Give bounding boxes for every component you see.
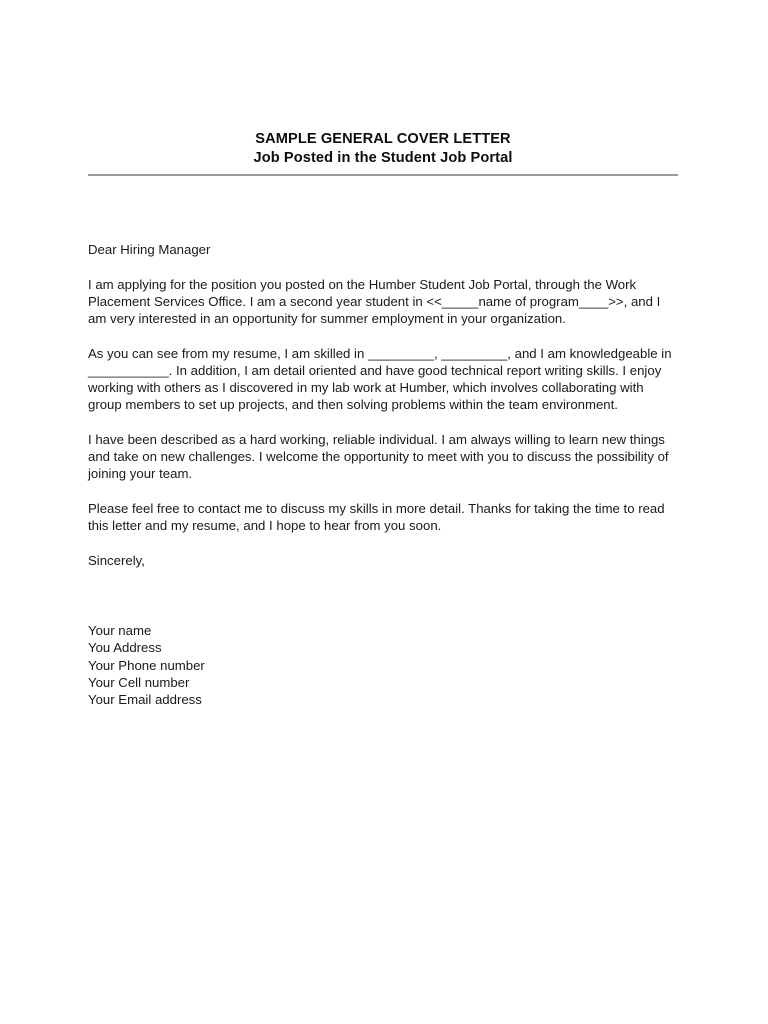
letter-body	[88, 241, 678, 569]
body-paragraph-3: I have been described as a hard working, reliable individual. I am always willing to learn new things and take on new challenges. I welcome the opportunity to meet with you to discuss the possibility of joining your team.	[88, 432, 669, 481]
heading-title-line-1: SAMPLE GENERAL COVER LETTER	[255, 131, 511, 147]
signature-line: Your Phone number	[88, 657, 205, 673]
signature-line: You Address	[88, 640, 162, 656]
signature-block	[88, 622, 488, 708]
letter-heading	[88, 130, 678, 168]
heading-divider-rule	[88, 174, 678, 176]
signature-line: Your Email address	[88, 692, 202, 708]
heading-title-line-2: Job Posted in the Student Job Portal	[253, 150, 513, 166]
signature-line: Your Cell number	[88, 674, 190, 690]
signature-line: Your name	[88, 623, 152, 638]
body-paragraph-1: I am applying for the position you posted on the Humber Student Job Portal, through the Work Placement Services Office. I am a second year student in <<_____name of program____>>, and I am very interested in an opportunity for summer employment in your organization.	[88, 277, 661, 326]
salutation: Dear Hiring Manager	[88, 242, 211, 257]
closing-salutation: Sincerely,	[88, 553, 145, 568]
body-paragraph-4: Please feel free to contact me to discuss my skills in more detail. Thanks for taking the time to read this letter and my resume, and I hope to hear from you soon.	[88, 501, 665, 533]
body-paragraph-2: As you can see from my resume, I am skilled in _________, _________, and I am knowledgeable in ___________. In addition, I am detail oriented and have good technical report writing skills. I enjoy working with others as I discovered in my lab work at Humber, which involves collaborating with group members to set up projects, and then solving problems within the team environment.	[88, 346, 672, 412]
